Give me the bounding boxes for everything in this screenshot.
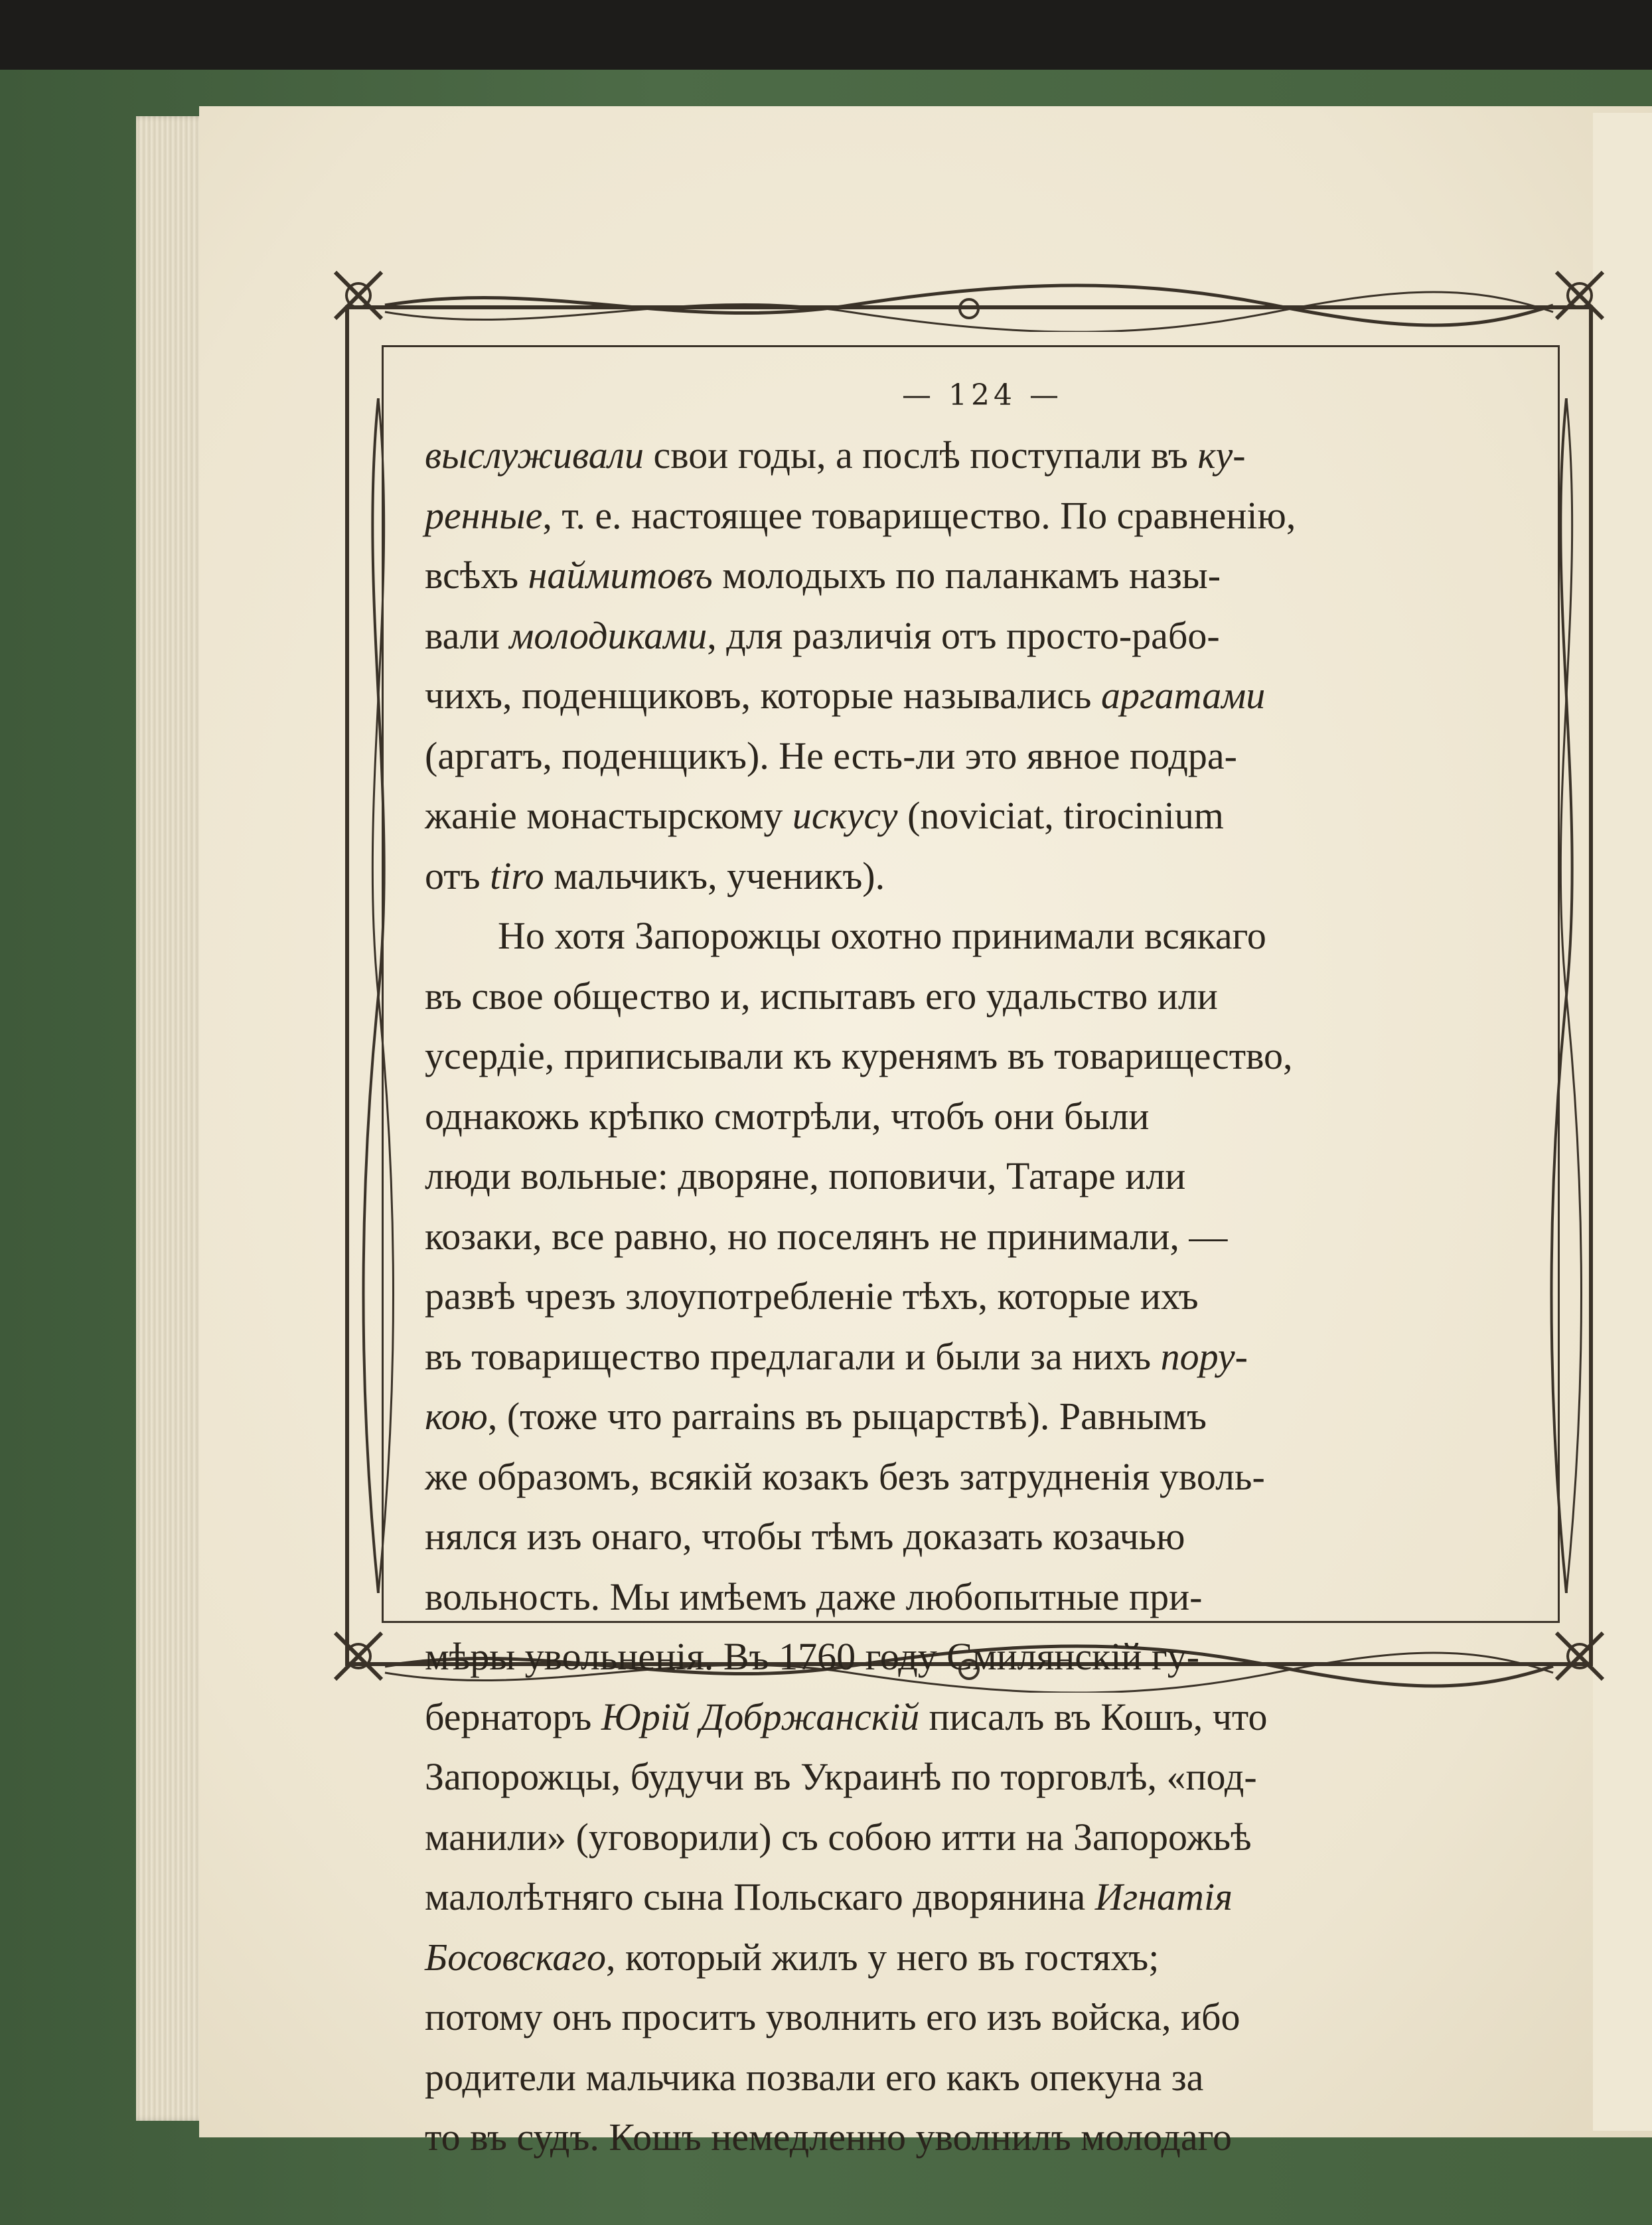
text-segment: козаки, все равно, но поселянъ не принимали, — [425, 1214, 1228, 1258]
text-line [425, 546, 1540, 606]
text-segment: , для различія отъ просто-рабо- [707, 613, 1220, 657]
text-segment: (noviciat, tirocinium [897, 794, 1224, 837]
text-line [425, 486, 1540, 546]
text-segment: всѣхъ [425, 554, 528, 597]
text-segment: потому онъ проситъ уволнить его изъ войска, ибо [425, 1995, 1240, 2038]
text-segment: , (тоже что parrains въ рыцарствѣ). Равнымъ [487, 1395, 1207, 1438]
text-line [425, 1387, 1540, 1447]
text-line [425, 1026, 1540, 1087]
text-segment: нялся изъ онаго, чтобы тѣмъ доказать козачью [425, 1515, 1185, 1558]
text-segment: , который жилъ у него въ гостяхъ; [605, 1935, 1160, 1979]
text-segment: свои годы, а послѣ поступали въ [644, 433, 1198, 477]
text-segment: Запорожцы, будучи въ Украинѣ по торговлѣ, «под- [425, 1755, 1257, 1798]
text-line [425, 425, 1540, 486]
text-segment: однакожь крѣпко смотрѣли, чтобъ они были [425, 1094, 1150, 1138]
text-line [425, 2048, 1540, 2108]
text-segment: (аргатъ, поденщикъ). Не есть-ли это явное подра- [425, 733, 1237, 777]
left-ornament [358, 398, 398, 1593]
text-line [425, 1146, 1540, 1207]
text-line [425, 1207, 1540, 1267]
italic-term: Юрій Добржанскій [601, 1695, 920, 1738]
text-line [425, 1987, 1540, 2048]
text-segment: вольность. Мы имѣемъ даже любопытные при- [425, 1574, 1203, 1618]
page-number: — 124 — [902, 378, 1063, 412]
text-line [425, 1507, 1540, 1567]
text-line [425, 1928, 1540, 1988]
corner-ornament-bottom-left [329, 1626, 388, 1686]
text-lines [425, 425, 1540, 2168]
text-line [425, 2108, 1540, 2168]
text-line [425, 606, 1540, 666]
text-line [425, 1627, 1540, 1687]
text-segment: мѣры увольненія. Въ 1760 году Смилянскій гу- [425, 1635, 1200, 1678]
text-segment: же образомъ, всякій козакъ безъ затрудненія уволь- [425, 1454, 1265, 1498]
text-segment: мальчикъ, ученикъ). [544, 854, 885, 897]
italic-term: Босовскаго [425, 1935, 606, 1979]
text-line [425, 906, 1540, 966]
text-line [425, 1266, 1540, 1327]
italic-term: пору- [1160, 1334, 1248, 1378]
text-segment: жаніе монастырскому [425, 794, 792, 837]
text-line [425, 1327, 1540, 1387]
text-segment: писалъ въ Кошъ, что [919, 1695, 1268, 1738]
page-text [425, 378, 1540, 2159]
italic-term: выслуживали [425, 433, 644, 477]
text-segment: родители мальчика позвали его какъ опекуна за [425, 2055, 1204, 2099]
italic-term: наймитовъ [528, 554, 713, 597]
text-line [425, 846, 1540, 907]
facing-page-edge [1593, 113, 1652, 2131]
text-line [425, 1687, 1540, 1748]
italic-term: tiro [490, 854, 544, 897]
text-segment: чихъ, поденщиковъ, которые назывались [425, 674, 1101, 717]
text-line [425, 1747, 1540, 1807]
italic-term: молодиками [509, 613, 708, 657]
text-segment: манили» (уговорили) съ собою итти на Запорожьѣ [425, 1815, 1252, 1859]
italic-term: Игнатія [1094, 1875, 1233, 1918]
italic-term: аргатами [1101, 674, 1266, 717]
text-segment: люди вольные: дворяне, поповичи, Татаре или [425, 1154, 1186, 1197]
text-segment: молодыхъ по паланкамъ назы- [712, 554, 1221, 597]
right-ornament [1546, 398, 1586, 1593]
italic-term: ку- [1197, 433, 1246, 477]
text-segment: въ свое общество и, испытавъ его удальство или [425, 974, 1218, 1018]
italic-term: кою [425, 1395, 488, 1438]
text-segment: бернаторъ [425, 1695, 601, 1738]
text-segment: то въ судъ. Кошъ немедленно уволнилъ молодаго [425, 2115, 1233, 2159]
text-line [425, 966, 1540, 1027]
text-segment: отъ [425, 854, 490, 897]
text-line [425, 1087, 1540, 1147]
text-line [425, 786, 1540, 846]
text-line [425, 726, 1540, 787]
top-ornament [345, 279, 1593, 332]
italic-term: ренные [425, 493, 543, 537]
text-segment: усердіе, приписывали къ куренямъ въ товарищество, [425, 1034, 1293, 1077]
text-segment: , т. е. настоящее товарищество. По сравненію, [542, 493, 1296, 537]
text-line [425, 666, 1540, 726]
text-line [425, 1807, 1540, 1868]
text-segment: развѣ чрезъ злоупотребленіе тѣхъ, которые ихъ [425, 1274, 1199, 1318]
text-segment: Но хотя Запорожцы охотно принимали всякаго [498, 914, 1266, 957]
text-segment: вали [425, 613, 510, 657]
corner-ornament-top-right [1550, 266, 1610, 325]
text-line [425, 1567, 1540, 1628]
corner-ornament-bottom-right [1550, 1626, 1610, 1686]
text-line [425, 1867, 1540, 1928]
text-segment: малолѣтняго сына Польскаго дворянина [425, 1875, 1095, 1918]
text-segment: въ товарищество предлагали и были за нихъ [425, 1334, 1161, 1378]
text-line [425, 1447, 1540, 1507]
italic-term: искусу [792, 794, 898, 837]
corner-ornament-top-left [329, 266, 388, 325]
